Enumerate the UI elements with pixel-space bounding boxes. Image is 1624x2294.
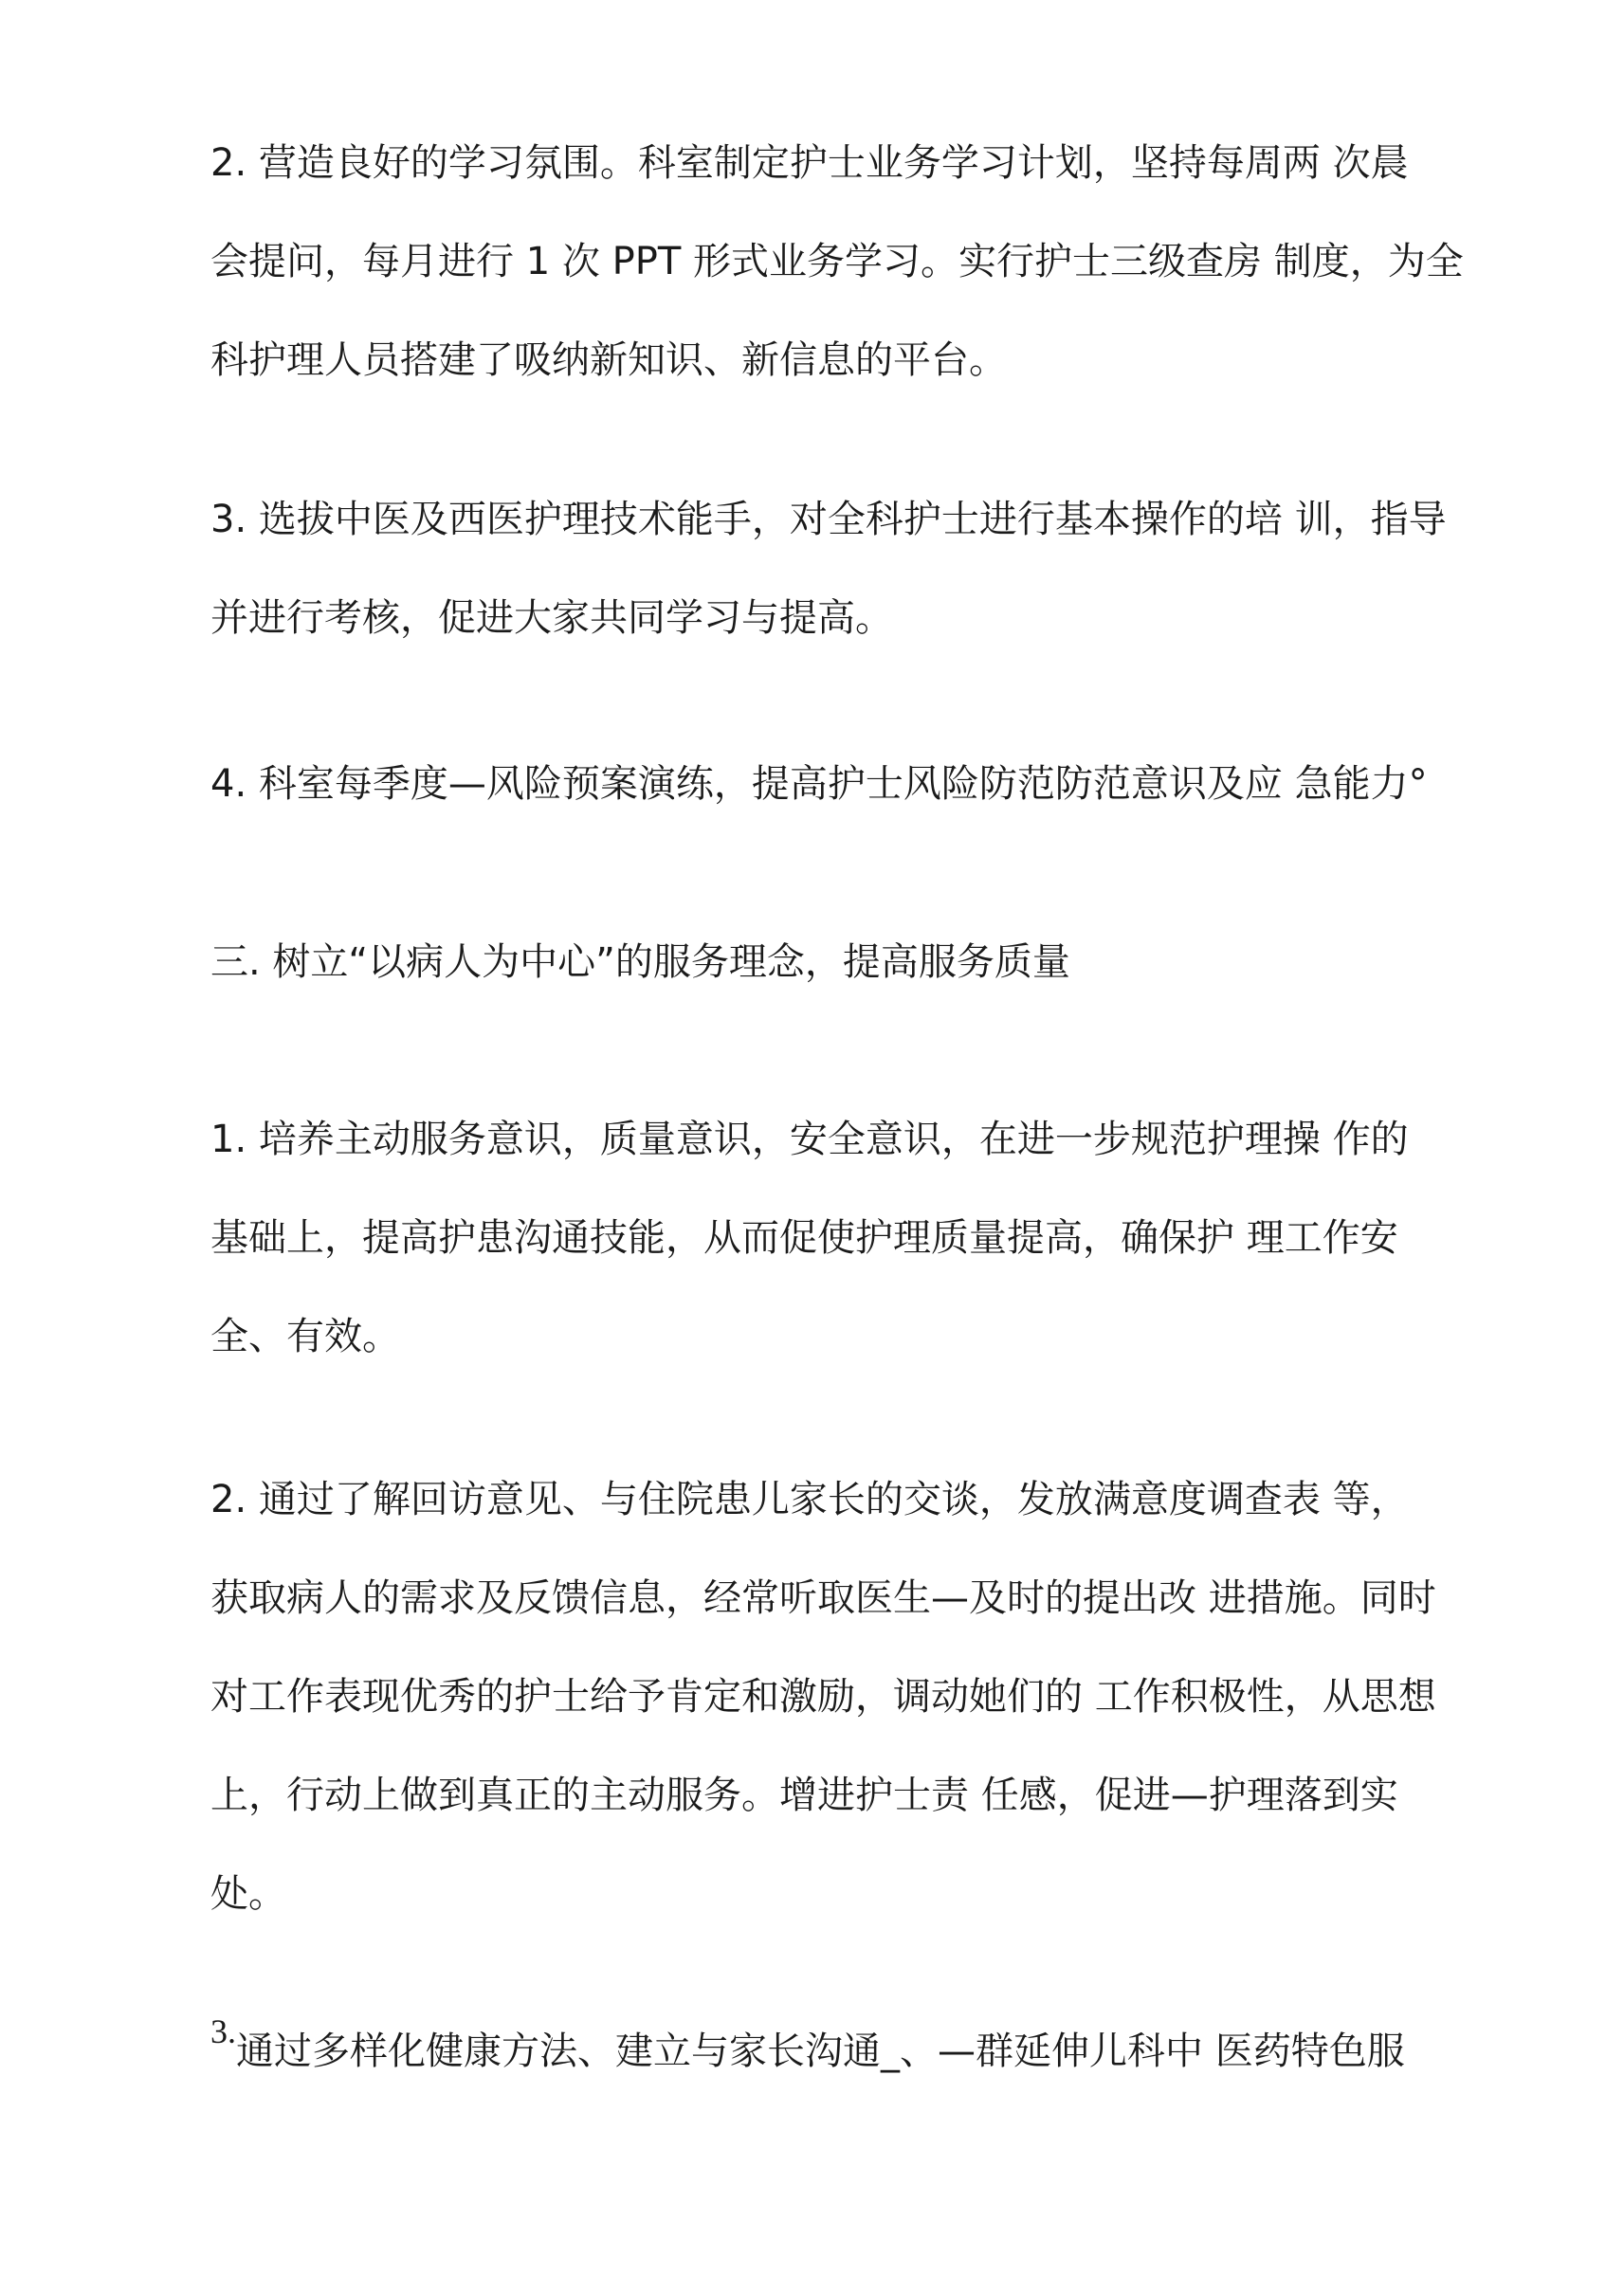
text-line: 科护理人员搭建了吸纳新知识、新信息的平台。 (210, 338, 1007, 382)
text-line-content: 通过多样化健康方法、建立与家长沟通_、—群延伸儿科中 医药特色服 (236, 2030, 1405, 2073)
text-line: 全、有效。 (210, 1315, 400, 1358)
text-line: 三. 树立“以病人为中心”的服务理念，提高服务质量 (210, 940, 1070, 984)
paragraph-item-2-learning-atmosphere (210, 114, 1557, 410)
text-line: 基础上，提高护患沟通技能，从而促使护理质量提高，确保护 理工作安 (210, 1216, 1398, 1260)
text-line: 3. 选拔中医及西医护理技术能手，对全科护士进行基本操作的培 训，指导 (210, 498, 1447, 541)
text-line: 4. 科室每季度—风险预案演练，提高护士风险防范防范意识及应 急能力° (210, 762, 1428, 806)
text-line: 上，行动上做到真正的主动服务。增进护士责 任感，促进—护理落到实 (210, 1774, 1398, 1817)
text-line: 2. 营造良好的学习氛围。科室制定护士业务学习计划，坚持每周两 次晨 (210, 141, 1409, 185)
item-number: 3. (210, 2012, 236, 2050)
text-line: 2. 通过了解回访意见、与住院患儿家长的交谈，发放满意度调查表 等， (210, 1478, 1409, 1521)
text-line: 对工作表现优秀的护士给予肯定和激励，调动她们的 工作积极性，从思想 (210, 1675, 1436, 1719)
text-line: 并进行考核，促进大家共同学习与提高。 (210, 596, 893, 640)
text-line: 1. 培养主动服务意识，质量意识，安全意识，在进一步规范护理操 作的 (210, 1118, 1409, 1161)
paragraph-item-3-skill-training (210, 470, 1557, 667)
section-heading-3 (210, 913, 1557, 1011)
paragraph-item-4-risk-drill (210, 735, 1557, 833)
text-line: 会提问，每月进行 1 次 PPT 形式业务学习。实行护士三级查房 制度，为全 (210, 240, 1464, 283)
paragraph-item-1-service-awareness (210, 1090, 1557, 1386)
paragraph-item-3-health-education (210, 2002, 1557, 2101)
paragraph-item-2-feedback (210, 1450, 1557, 1943)
text-line: 获取病人的需求及反馈信息，经常听取医生—及时的提出改 进措施。同时 (210, 1576, 1436, 1620)
text-line: 处。 (210, 1872, 286, 1916)
text-line (210, 2002, 1557, 2101)
